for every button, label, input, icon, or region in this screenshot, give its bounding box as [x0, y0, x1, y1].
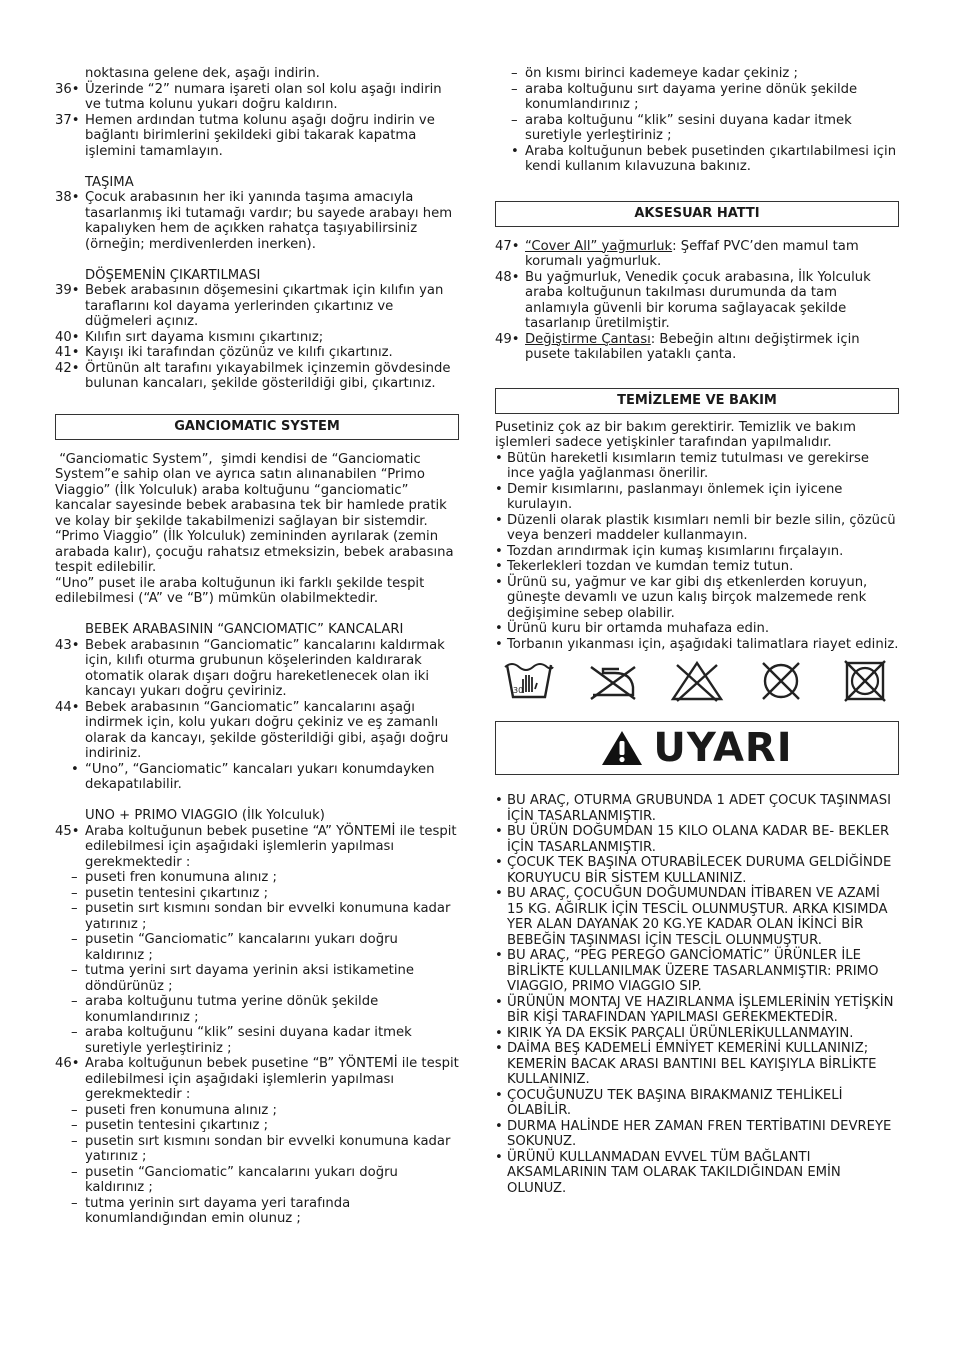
step-45-substep: – araba koltuğunu “klik” sesini duyana kadar itmek suretiyle yerleştiriniz ; — [71, 1025, 412, 1056]
step-44: 44• Bebek arabasının “Ganciomatic” kancalarını aşağı indirmek için, kolu yukarı doğru çekiniz ve eş zamanlı olarak da kancayı, şekilde gösterildiği gibi, aşağı doğru indiriniz. — [55, 699, 449, 761]
warning-item: • DURMA HALİNDE HER ZAMAN FREN TERTİBATINI DEVREYE SOKUNUZ. — [495, 1118, 892, 1149]
step-49: 49• Değiştirme Çantası: Bebeğin altını değiştirmek için pusete takılabilen yataklı çanta. — [495, 331, 860, 362]
product-name-cover-all: “Cover All” yağmurluk — [525, 238, 673, 254]
cleaning-bullet: • Bütün hareketli kısımların temiz tutulması ve gerekirse ince yağla yağlanması önerilir. — [495, 450, 870, 481]
cleaning-intro: Pusetiniz çok az bir bakım gerektirir. Temizlik ve bakım işlemleri sadece yetişkinler tarafından yapılmalıdır. — [495, 419, 856, 450]
step-45-substep: – pusetin tentesini çıkartınız ; — [71, 885, 269, 901]
step-36: 36• Üzerinde “2” numara işareti olan sol kolu aşağı indirin ve tutma kolunu yukarı doğru kaldırın. — [55, 81, 442, 112]
warning-item: • BU ARAÇ, “PEG PEREGO GANCİOMATİC” ÜRÜNLER İLE BİRLİKTE KULLANILMAK ÜZERE TASARLANMIŞTIR: PRIMO VIAGGIO, PRIMO VIAGGIO SIP. — [495, 948, 879, 994]
warning-item: • ÜRÜNÜ KULLANMADAN EVVEL TÜM BAĞLANTI AKSAMLARININ TAM OLARAK TAKILDIĞINDAN EMİN OLUNUZ. — [495, 1149, 841, 1196]
right-column — [495, 66, 899, 1196]
cleaning-bullet: • Ürünü su, yağmur ve kar gibi dış etkenlerden koruyun, güneşte devamlı ve uzun kalış birçok malzemede renk değişimine sebep olabilir. — [495, 574, 868, 621]
warning-item: • BU ÜRÜN DOĞUMDAN 15 KILO OLANA KADAR BE- BEKLER İÇİN TASARLANMIŞTIR. — [495, 824, 890, 855]
warning-item: • ÇOCUK TEK BAŞINA OTURABİLECEK DURUMA GELDİĞİNDE KORUYUCU BİR SİSTEM KULLANINIZ. — [495, 855, 892, 886]
step-46-substep: – pusetin sırt kısmını sondan bir evvelki konumuna kadar yatırınız ; — [71, 1133, 451, 1164]
step-48: 48• Bu yağmurluk, Venedik çocuk arabasına, İlk Yolculuk araba koltuğunun takılması durumunda da tam anlamıyla güvenli bir koruma sağlayacak şekilde tasarlanıp üretilmiştir. — [495, 269, 871, 331]
continued-bullet: • Araba koltuğunun bebek pusetinden çıkartılabilmesi için kendi kullanım kılavuzuna bakınız. — [511, 143, 897, 174]
step-41: 41• Kayışı iki tarafından çözünüz ve kılıfı çıkartınız. — [55, 345, 393, 360]
step-46-substep: – pusetin tentesini çıkartınız ; — [71, 1118, 269, 1133]
left-column — [55, 66, 459, 1227]
warning-item: • ÜRÜNÜN MONTAJ VE HAZIRLANMA İŞLEMLERİNİN YETİŞKİN BİR KİŞİ TARAFINDAN YAPILMASI GEREKMEKTEDİR. — [495, 994, 894, 1025]
warning-banner — [495, 721, 899, 775]
step-40: 40• Kılıfın sırt dayama kısmını çıkartınız; — [55, 329, 324, 345]
step-44-bullet: • “Uno”, “Ganciomatic” kancaları yukarı konumdayken dekapatılabilir. — [71, 761, 435, 792]
hand-wash-30-icon — [501, 659, 557, 703]
care-symbols — [495, 658, 899, 704]
step-46-substep: – pusetin “Ganciomatic” kancalarını yukarı doğru kaldırınız ; — [71, 1164, 398, 1195]
step-38: 38• Çocuk arabasının her iki yanında taşıma amacıyla tasarlanmış iki tutamağı vardır; bu sayede arabayı hem kapalıyken hem de açıkken rahatça taşıyabilirsiniz (örneğin; merdivenlerden inerken). — [55, 190, 453, 252]
step-45-substep: – tutma yerini sırt dayama yerinin aksi istikametine döndürünüz ; — [71, 963, 414, 994]
step-42: 42• Örtünün alt tarafını yıkayabilmek içinzemin gövdesinde bulunan kancaları, şekilde gösterildiği gibi, çıkartınız. — [55, 360, 451, 391]
step-45-substep: – pusetin sırt kısmını sondan bir evvelki konumuna kadar yatırınız ; — [71, 901, 451, 932]
step-46-substep: – tutma yerinin sırt dayama yeri tarafında konumlandığından emin olunuz ; — [71, 1195, 351, 1226]
section-heading-tasima: TAŞIMA — [85, 174, 134, 190]
cleaning-bullet: • Ürünü kuru bir ortamda muhafaza edin. — [495, 621, 770, 636]
do-not-tumble-dry-icon — [837, 659, 893, 703]
step-46: 46• Araba koltuğunun bebek pusetine “B” YÖNTEMİ ile tespit edilebilmesi için aşağıdaki işlemlerin yapılması gerekmektedir : — [55, 1056, 459, 1102]
warning-item: • ÇOCUĞUNUZU TEK BAŞINA BIRAKMANIZ TEHLİKELİ OLABİLİR. — [495, 1087, 843, 1118]
section-box-ganciomatic: GANCIOMATIC SYSTEM — [55, 414, 459, 440]
step-45-substep: – pusetin “Ganciomatic” kancalarını yukarı doğru kaldırınız ; — [71, 932, 398, 963]
continued-substep: – ön kısmı birinci kademeye kadar çekiniz ; — [511, 66, 798, 81]
step-45: 45• Araba koltuğunun bebek pusetine “A” YÖNTEMİ ile tespit edilebilmesi için aşağıdaki işlemlerin yapılması gerekmektedir : — [55, 823, 457, 870]
section-heading-kancalar: BEBEK ARABASININ “GANCIOMATIC” KANCALARI — [85, 622, 404, 637]
step-47: 47• “Cover All” yağmurluk: Şeffaf PVC’den mamul tam korumalı yağmurluk. — [495, 238, 859, 269]
warning-title: UYARI — [653, 725, 793, 771]
section-box-temizleme: TEMİZLEME VE BAKIM — [495, 388, 899, 414]
section-heading-doseme: DÖŞEMENİN ÇIKARTILMASI — [85, 267, 261, 283]
cleaning-bullet: • Tekerlekleri tozdan ve kumdan temiz tutun. — [495, 559, 794, 574]
svg-text:30: 30 — [513, 686, 524, 695]
cleaning-bullet: • Düzenli olarak plastik kısımları nemli bir bezle silin, çözücü veya benzeri maddeler kullanmayın. — [495, 512, 896, 543]
ganciomatic-paragraph-2: “Primo Viaggio” (İlk Yolculuk) zemininden ayrılarak (zemin arabada kalır), çocuğu rahatsız etmeksizin, bebek arabasına tespit edilebilir. — [55, 529, 454, 575]
warning-item: • DAİMA BEŞ KADEMELİ EMNİYET KEMERİNİ KULLANINIZ; KEMERİN BACAK ARASI BANTINI BEL KAYIŞIYLA BİRLİKTE KULLANINIZ. — [495, 1041, 877, 1087]
warning-triangle-icon — [601, 730, 643, 766]
warning-item: • BU ARAÇ, ÇOCUĞUN DOĞUMUNDAN İTİBAREN VE AZAMİ 15 KG. AĞIRLIK İÇİN TESCİL OLUNMUŞTUR. ARKA KISIMDA YER ALAN DAYANAK 20 KG.YE KADAR OLAN İKİNCİ BİR BEBEĞİN TAŞINMASI İÇİN TESCİL OLUNMUŞTUR. — [495, 886, 888, 948]
do-not-dry-clean-icon — [753, 659, 809, 703]
cleaning-bullet: • Demir kısımlarını, paslanmayı önlemek için iyicene kurulayın. — [495, 481, 843, 512]
warning-list — [495, 793, 899, 1196]
ganciomatic-paragraph-3: “Uno” puset ile araba koltuğunun iki farklı şekilde tespit edilebilmesi (“A” ve “B”) mümkün olabilmektedir. — [55, 575, 425, 606]
section-box-aksesuar: AKSESUAR HATTI — [495, 201, 899, 227]
step-39: 39• Bebek arabasının döşemesini çıkartmak için kılıfın yan taraflarını kol dayama yerlerinden çıkartınız ve düğmeleri açınız. — [55, 283, 444, 329]
cleaning-bullet: • Torbanın yıkanması için, aşağıdaki talimatlara riayet ediniz. — [495, 636, 899, 652]
paragraph-continuation: noktasına gelene dek, aşağı indirin. — [85, 66, 320, 81]
warning-item: • KIRIK YA DA EKSİK PARÇALI ÜRÜNLERİKULLANMAYIN. — [495, 1025, 854, 1041]
product-name-degistirme: Değiştirme Çantası — [525, 331, 651, 347]
do-not-iron-icon — [585, 659, 641, 703]
section-heading-uno: UNO + PRIMO VIAGGIO (İlk Yolculuk) — [85, 808, 325, 823]
step-43: 43• Bebek arabasının “Ganciomatic” kancalarını kaldırmak için, kılıfı oturma grubunun köşelerinden kaldırarak otomatik olarak dışarı doğru hareketlenecek olan iki kancayı yukarı doğru çeviriniz. — [55, 637, 445, 699]
warning-item: • BU ARAÇ, OTURMA GRUBUNDA 1 ADET ÇOCUK TAŞINMASI İÇİN TASARLANMIŞTIR. — [495, 793, 891, 824]
ganciomatic-paragraph-1: “Ganciomatic System”, şimdi kendisi de “Ganciomatic System”e sahip olan ve ayrıca satın alınanabilen “Primo Viaggio” (İlk Yolculuk) araba koltuğunu “ganciomatic” kancalar sayesinde bebek arabasına tek bir hamlede pratik ve kolay bir şekilde takabilmenizi sağlayan bir sistemdir. — [55, 451, 452, 529]
cleaning-bullet: • Tozdan arındırmak için kumaş kısımlarını fırçalayın. — [495, 543, 844, 559]
step-45-substep: – puseti fren konumuna alınız ; — [71, 870, 277, 885]
continued-substep: – araba koltuğunu sırt dayama yerine dönük şekilde konumlandırınız ; — [511, 81, 858, 112]
continued-substep: – araba koltuğunu “klik” sesini duyana kadar itmek suretiyle yerleştiriniz ; — [511, 112, 852, 143]
step-45-substep: – araba koltuğunu tutma yerine dönük şekilde konumlandırınız ; — [71, 994, 379, 1025]
step-37: 37• Hemen ardından tutma kolunu aşağı doğru indirin ve bağlantı birimlerini şekildeki gibi takarak kapatma işlemini tamamlayın. — [55, 112, 435, 159]
do-not-bleach-icon — [669, 659, 725, 703]
step-46-substep: – puseti fren konumuna alınız ; — [71, 1102, 277, 1118]
